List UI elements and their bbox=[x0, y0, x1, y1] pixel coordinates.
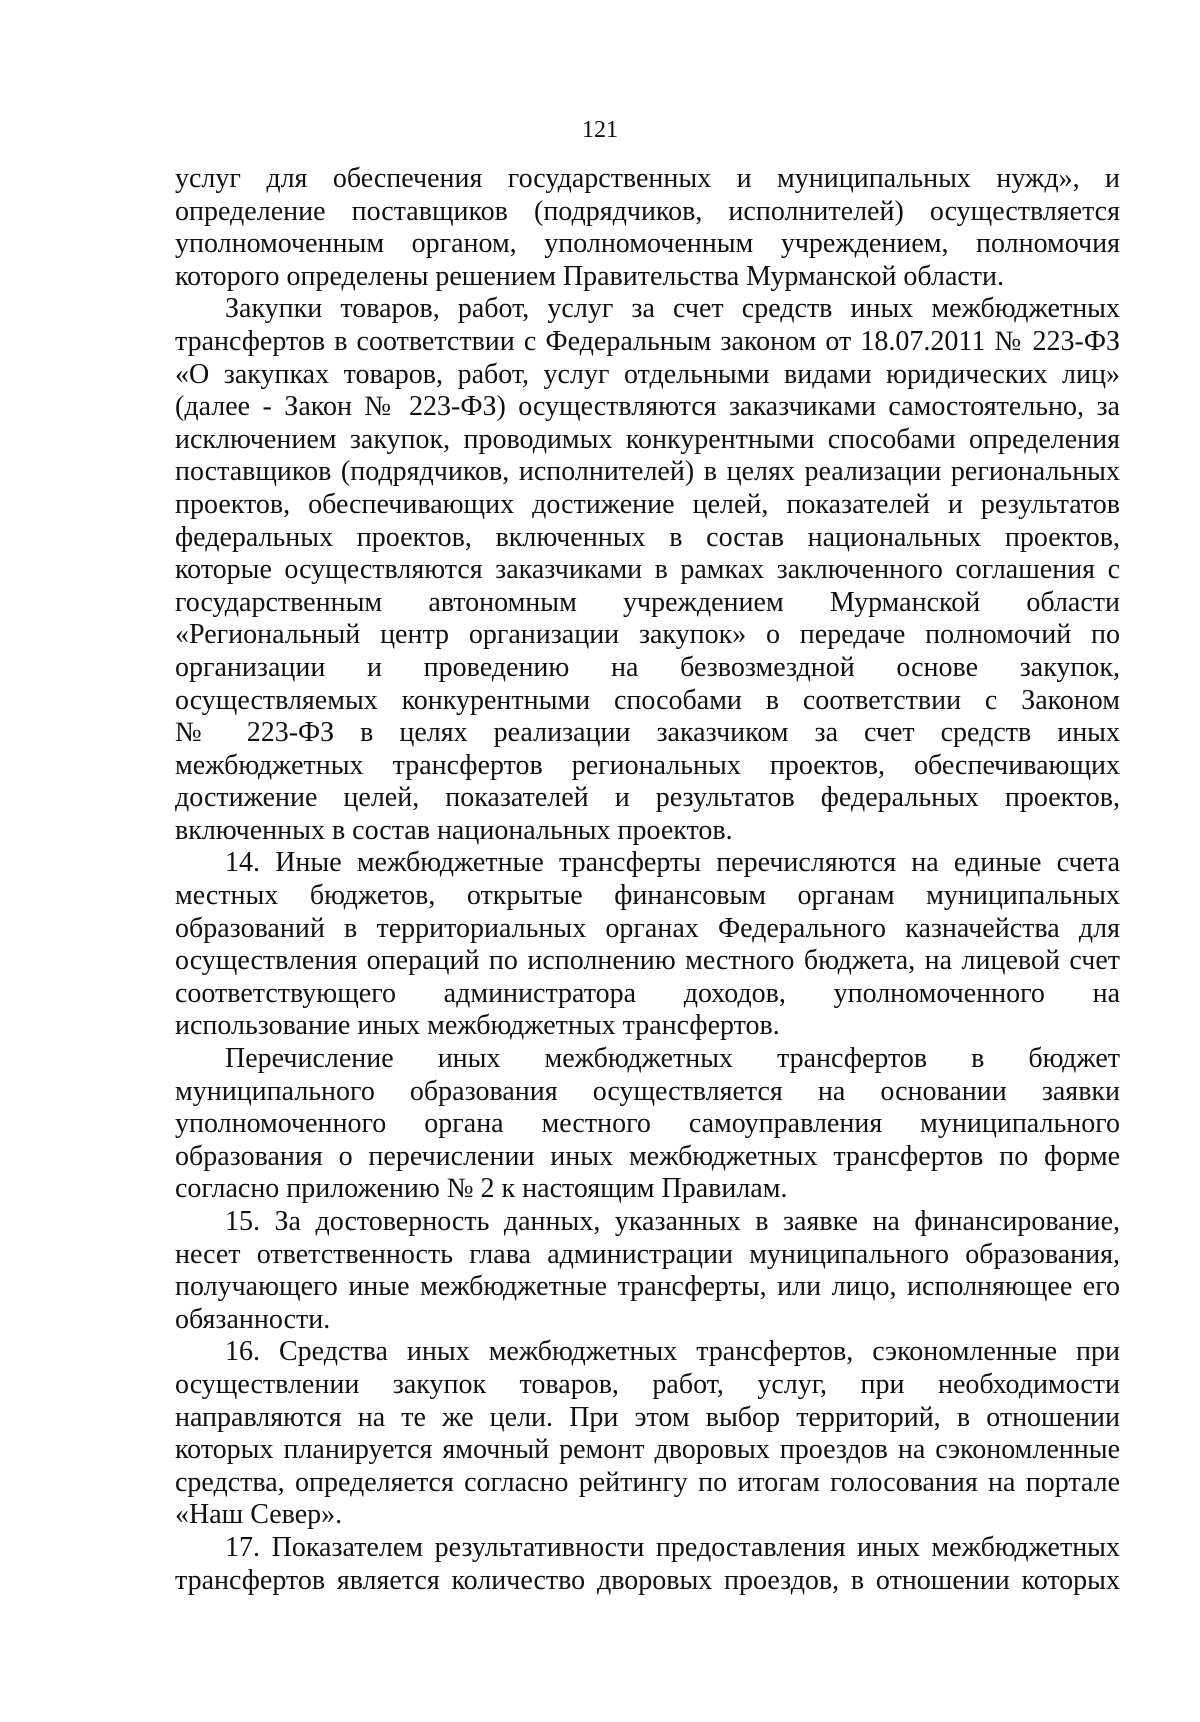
text-line: межбюджетных трансфертов региональных проектов, обеспечивающих bbox=[175, 749, 1120, 781]
paragraph bbox=[175, 1206, 1120, 1336]
text-line: осуществления операций по исполнению местного бюджета, на лицевой счет bbox=[175, 945, 1120, 977]
text-line: исключением закупок, проводимых конкурентными способами определения bbox=[175, 423, 1120, 455]
text-line: «Наш Север». bbox=[175, 1499, 343, 1531]
text-line: федеральных проектов, включенных в состав национальных проектов, bbox=[175, 521, 1120, 553]
text-line: уполномоченным органом, уполномоченным учреждением, полномочия bbox=[175, 228, 1120, 260]
paragraph bbox=[175, 293, 1120, 847]
text-line: организации и проведению на безвозмездной основе закупок, bbox=[175, 651, 1120, 683]
text-line: согласно приложению № 2 к настоящим Правилам. bbox=[175, 1173, 788, 1205]
text-line: осуществлении закупок товаров, работ, услуг, при необходимости bbox=[175, 1368, 1120, 1400]
text-line: трансфертов в соответствии с Федеральным законом от 18.07.2011 № 223-ФЗ bbox=[175, 325, 1120, 357]
text-line: соответствующего администратора доходов, уполномоченного на bbox=[175, 977, 1120, 1009]
text-line: Закупки товаров, работ, услуг за счет средств иных межбюджетных bbox=[225, 293, 1120, 325]
text-line: включенных в состав национальных проектов. bbox=[175, 814, 733, 846]
paragraph bbox=[175, 1043, 1120, 1206]
text-line: поставщиков (подрядчиков, исполнителей) в целях реализации региональных bbox=[175, 456, 1120, 488]
text-line: 15. За достоверность данных, указанных в заявке на финансирование, bbox=[225, 1206, 1120, 1237]
text-line: «О закупках товаров, работ, услуг отдельными видами юридических лиц» bbox=[175, 358, 1120, 390]
text-line: которого определены решением Правительства Мурманской области. bbox=[175, 260, 1005, 292]
page-number: 121 bbox=[582, 117, 618, 143]
text-line: получающего иные межбюджетные трансферты, или лицо, исполняющее его bbox=[175, 1271, 1120, 1303]
text-line: «Региональный центр организации закупок» о передаче полномочий по bbox=[175, 619, 1120, 651]
text-line: 17. Показателем результативности предоставления иных межбюджетных bbox=[225, 1531, 1120, 1563]
text-line: которые осуществляются заказчиками в рамках заключенного соглашения с bbox=[175, 554, 1120, 586]
paragraph bbox=[175, 847, 1120, 1043]
text-line: осуществляемых конкурентными способами в соответствии с Законом bbox=[175, 684, 1120, 716]
text-line: достижение целей, показателей и результатов федеральных проектов, bbox=[175, 782, 1120, 814]
text-line: проектов, обеспечивающих достижение целей, показателей и результатов bbox=[175, 488, 1120, 520]
text-line: несет ответственность глава администрации муниципального образования, bbox=[175, 1238, 1120, 1270]
document-body bbox=[175, 163, 1120, 1597]
text-line: средства, определяется согласно рейтингу по итогам голосования на портале bbox=[175, 1466, 1120, 1498]
paragraph bbox=[175, 1336, 1120, 1532]
text-line: образования о перечислении иных межбюджетных трансфертов по форме bbox=[175, 1140, 1120, 1172]
paragraph bbox=[175, 163, 1120, 293]
text-line: обязанности. bbox=[175, 1303, 331, 1335]
text-line: услуг для обеспечения государственных и муниципальных нужд», и bbox=[175, 163, 1120, 194]
text-line: 16. Средства иных межбюджетных трансфертов, сэкономленные при bbox=[225, 1336, 1120, 1368]
text-line: которых планируется ямочный ремонт дворовых проездов на сэкономленные bbox=[175, 1434, 1120, 1466]
text-line: определение поставщиков (подрядчиков, исполнителей) осуществляется bbox=[175, 195, 1120, 227]
text-line: направляются на те же цели. При этом выбор территорий, в отношении bbox=[175, 1401, 1120, 1433]
text-line: Перечисление иных межбюджетных трансфертов в бюджет bbox=[225, 1043, 1120, 1075]
text-line: образований в территориальных органах Федерального казначейства для bbox=[175, 912, 1120, 944]
text-line: трансфертов является количество дворовых проездов, в отношении которых bbox=[175, 1564, 1120, 1596]
text-line: № 223-ФЗ в целях реализации заказчиком за счет средств иных bbox=[175, 717, 1120, 749]
text-line: государственным автономным учреждением Мурманской области bbox=[175, 586, 1120, 618]
text-line: муниципального образования осуществляется на основании заявки bbox=[175, 1075, 1120, 1107]
text-line: уполномоченного органа местного самоуправления муниципального bbox=[175, 1108, 1120, 1140]
text-line: 14. Иные межбюджетные трансферты перечисляются на единые счета bbox=[225, 847, 1120, 879]
text-line: (далее - Закон № 223-ФЗ) осуществляются заказчиками самостоятельно, за bbox=[175, 391, 1120, 423]
text-line: местных бюджетов, открытые финансовым органам муниципальных bbox=[175, 880, 1120, 912]
text-line: использование иных межбюджетных трансфертов. bbox=[175, 1010, 780, 1042]
paragraph bbox=[175, 1532, 1120, 1597]
